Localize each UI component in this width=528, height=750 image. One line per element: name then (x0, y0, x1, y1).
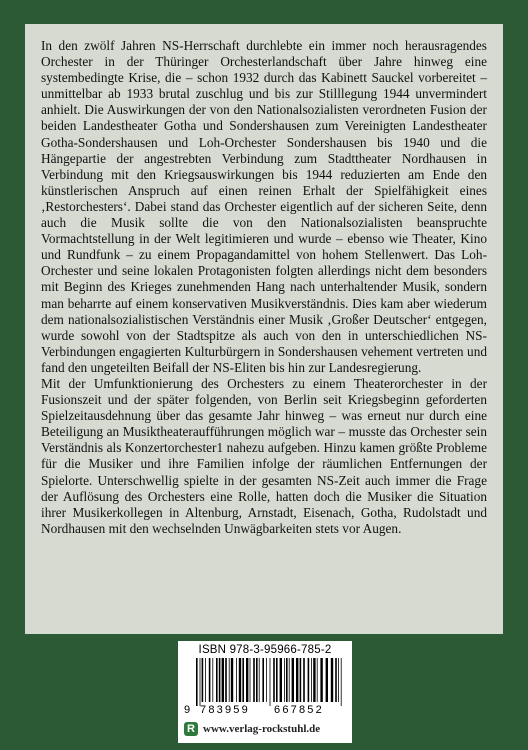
publisher-url: www.verlag-rockstuhl.de (203, 723, 321, 735)
publisher-logo-icon: R (184, 722, 198, 736)
barcode-box (178, 641, 352, 743)
blurb-paragraph-1: In den zwölf Jahren NS-Herrschaft durchlebte ein immer noch herausragendes Orchester in der Thüringer Orchesterlandschaft über Jahre hinweg eine systembedingte Krise, die – schon 1932 durch das Kabinett Sauckel vorbereitet – unmittelbar ab 1933 brutal zuschlug und bis zur Stilllegung 1944 unvermindert anhielt. Die Auswirkungen der von den Nationalsozialisten verordneten Fusion der beiden Landestheater Gotha und Sondershausen zum Vereinigten Landestheater Gotha-Sondershausen und Loh-Orchester Sondershausen bis 1940 und die Hängepartie der angestrebten Verbindung zum Stadttheater Nordhausen in Verbindung mit den Kriegsauswirkungen bis 1944 reduzierten am Ende den künstlerischen Anspruch auf einen reinen Erhalt der Spielfähigkeit eines ‚Restorchesters‘. Dabei stand das Orchester eigentlich auf der sicheren Seite, denn auch die Musik sollte die von den Nationalsozialisten beanspruchte Vormachtstellung in der Welt legitimieren und wurde – ebenso wie Theater, Kino und Rundfunk – zu einem Propagandamittel von hohem Stellenwert. Das Loh-Orchester und seine lokalen Protagonisten folgten allerdings nicht dem besonders mit Beginn des Krieges zunehmenden Hang nach unterhaltender Musik, sondern man beharrte auf einem konservativen Musikverständnis. Dies kam aber wiederum dem nationalsozialistischen Verständnis einer Musik ‚Großer Deutscher‘ entgegen, wurde sowohl von der Stadtspitze als auch von den in unterschiedlichen NS-Verbindungen engagierten Kulturbürgern in Sondershausen vehement vertreten und fand den ungeteilten Beifall der NS-Eliten bis hin zur Landesregierung. (41, 38, 487, 375)
blurb-panel (25, 24, 503, 634)
barcode-icon (194, 658, 344, 706)
ean-group-right: 667852 (274, 704, 324, 716)
publisher-row (184, 722, 320, 736)
ean-group-left: 783959 (200, 704, 250, 716)
blurb-paragraph-2: Mit der Umfunktionierung des Orchesters zu einem Theaterorchester in der Fusionszeit und der später folgenden, von Berlin seit Kriegsbeginn geforderten Spielzeitausdehnung über das gesamte Jahr hinweg – was erneut nur durch eine Beteiligung an Musiktheateraufführungen möglich war – musste das Orchester sein Verständnis als Konzertorchester1 nahezu aufgeben. Hinzu kamen größte Probleme für die Musiker und ihre Familien infolge der räumlichen Entfernungen der Spielorte. Unterschwellig spielte in der gesamten NS-Zeit auch immer die Frage der Auflösung des Orchesters eine Rolle, hatten doch die Musiker die Situation ihrer Musikerkollegen in Altenburg, Arnstadt, Eisenach, Gotha, Rudolstadt und Nordhausen mit den wechselnden Unwägbarkeiten stets vor Augen. (41, 375, 487, 536)
isbn-label: ISBN 978-3-95966-785-2 (198, 644, 332, 656)
ean-first-digit: 9 (184, 704, 191, 716)
